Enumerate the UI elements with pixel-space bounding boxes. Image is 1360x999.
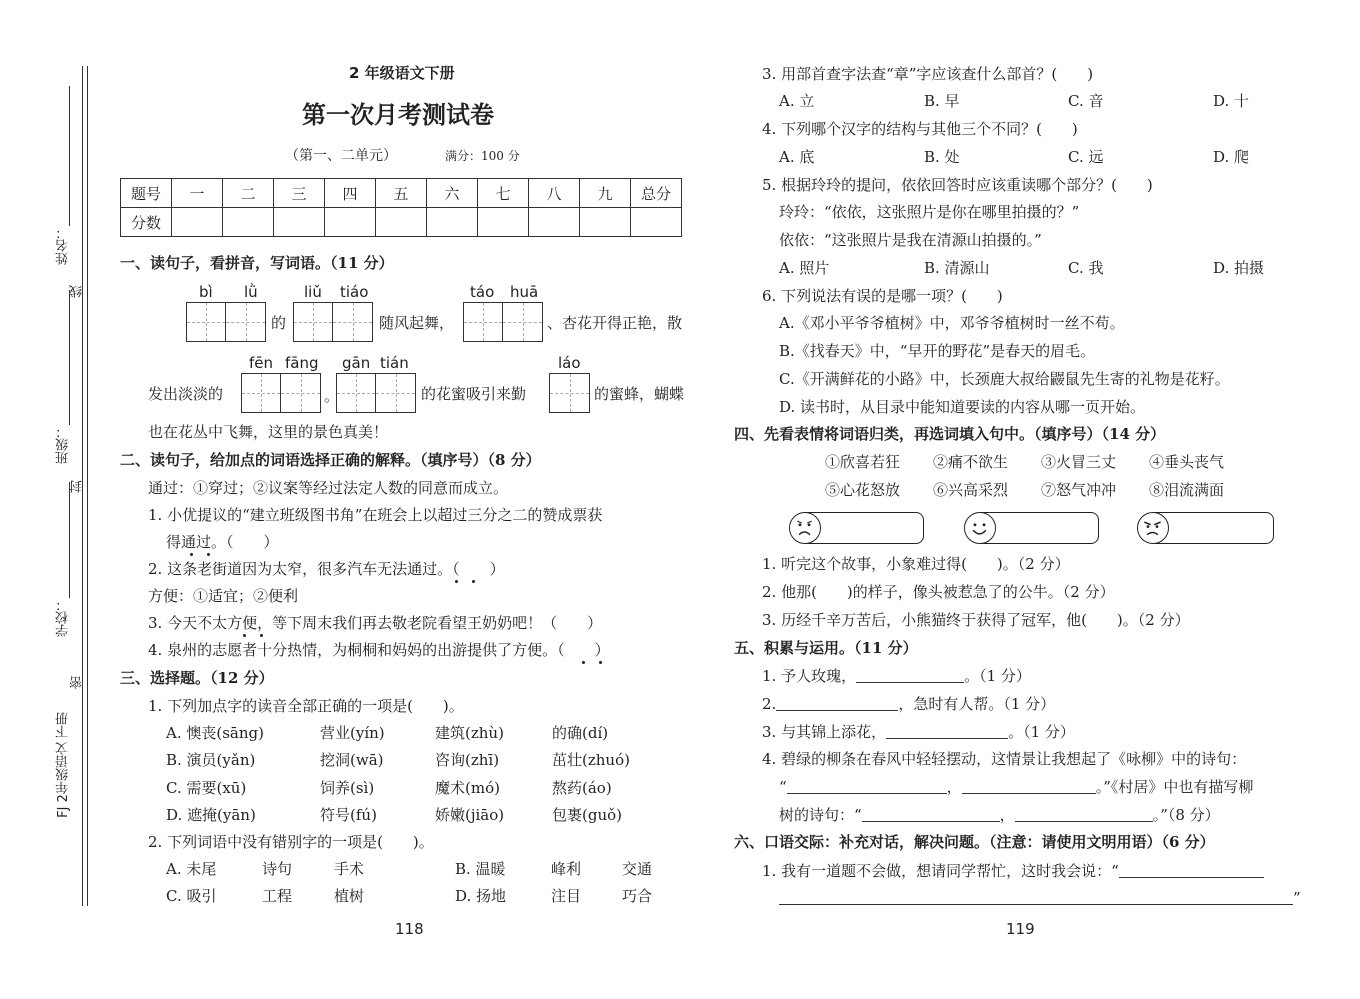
question-suffix: 。（1 分） xyxy=(964,667,1031,685)
line-char: 线 xyxy=(70,285,85,298)
word-option: ④垂头丧气 xyxy=(1149,453,1225,471)
word-option: ⑧泪流满面 xyxy=(1149,481,1225,499)
word-option: ⑤心花怒放 xyxy=(825,481,901,499)
writing-grid[interactable] xyxy=(549,373,590,413)
school-underline xyxy=(69,482,70,598)
score-table-cell: 六 xyxy=(427,179,478,208)
question-text: 1. 小优提议的“建立班级图书角”在班会上以超过三分之二的赞成票获 xyxy=(148,506,603,524)
question-prefix: 1. 我有一道题不会做，想请同学帮忙，这时我会说：“ xyxy=(762,862,1119,880)
section-3-heading: 三、选择题。（12 分） xyxy=(120,669,274,687)
option[interactable]: 工程 xyxy=(262,887,293,905)
sentence-text: 的 xyxy=(271,314,287,332)
option[interactable]: B.《找春天》中，“早开的野花”是春天的眉毛。 xyxy=(779,342,1096,360)
score-input-cell[interactable] xyxy=(223,208,274,237)
score-table xyxy=(120,178,682,237)
question-suffix: 。”《村居》中也有描写柳 xyxy=(1095,778,1254,796)
word-option: ⑥兴高采烈 xyxy=(933,481,1009,499)
section-1-heading: 一、读句子，看拼音，写词语。（11 分） xyxy=(120,254,394,272)
emphasis-dot xyxy=(472,580,475,583)
pinyin: fēn xyxy=(249,354,274,372)
answer-blank[interactable] xyxy=(862,807,1000,822)
writing-grid[interactable] xyxy=(463,302,543,342)
emphasis-dot xyxy=(582,661,585,664)
class-underline xyxy=(69,290,70,425)
emphasis-dot xyxy=(207,553,210,556)
name-underline xyxy=(69,86,70,226)
angry-face-icon xyxy=(1137,512,1169,544)
option[interactable]: 咨询(zhī) xyxy=(435,751,500,769)
quote-close: ” xyxy=(1293,889,1301,907)
option[interactable]: 包裹(guǒ) xyxy=(552,806,622,824)
writing-grid[interactable] xyxy=(336,373,416,413)
option[interactable]: D. 遮掩(yān) xyxy=(166,806,256,824)
question-text xyxy=(762,863,1264,879)
option[interactable]: D. 读书时，从目录中能知道要读的内容从哪一页开始。 xyxy=(779,398,1146,416)
question-text: 3. 今天不太方便，等下周末我们再去敬老院看望王奶奶吧！（ ） xyxy=(148,614,603,632)
grade-label: 2 年级语文下册 xyxy=(349,64,455,82)
pinyin: tiáo xyxy=(340,283,369,301)
question-text: 1. 下列加点字的读音全部正确的一项是( )。 xyxy=(148,697,464,715)
page-number-left: 118 xyxy=(395,920,424,938)
option[interactable]: B. 温暖 xyxy=(455,860,506,878)
sad-face-icon xyxy=(789,512,821,544)
unit-range: （第一、二单元） xyxy=(285,148,397,164)
sentence-text: 的花蜜吸引来勤 xyxy=(421,385,527,403)
score-table-cell: 四 xyxy=(325,179,376,208)
answer-blank[interactable] xyxy=(787,779,947,794)
name-label: 姓名： xyxy=(56,226,71,265)
emphasis-dot xyxy=(190,553,193,556)
option[interactable]: A. 未尾 xyxy=(166,860,217,878)
option[interactable]: C. 需要(xū) xyxy=(166,779,247,797)
pinyin: fāng xyxy=(285,354,319,372)
pinyin: táo xyxy=(470,283,495,301)
pinyin: gān xyxy=(342,354,371,372)
definition-text: 通过：①穿过；②议案等经过法定人数的同意而成立。 xyxy=(148,479,509,497)
score-table-score-row xyxy=(121,208,682,237)
score-input-cell[interactable] xyxy=(478,208,529,237)
option[interactable]: A. 立 xyxy=(779,92,815,110)
seal-char: 封 xyxy=(70,480,85,493)
page-number-right: 119 xyxy=(1006,920,1035,938)
score-table-cell: 分数 xyxy=(121,208,172,237)
pinyin: huā xyxy=(510,283,539,301)
question-text: 5. 根据玲玲的提问，依依回答时应该重读哪个部分？( ) xyxy=(762,176,1153,194)
option[interactable]: C.《开满鲜花的小路》中，长颈鹿大叔给鼹鼠先生寄的礼物是花籽。 xyxy=(779,370,1230,388)
option[interactable]: 峰利 xyxy=(551,860,582,878)
option[interactable]: 巧合 xyxy=(622,887,653,905)
option[interactable]: 茁壮(zhuó) xyxy=(552,751,630,769)
score-table-cell: 三 xyxy=(274,179,325,208)
pinyin: láo xyxy=(558,354,581,372)
score-table-cell: 八 xyxy=(529,179,580,208)
score-table-cell: 七 xyxy=(478,179,529,208)
option[interactable]: 建筑(zhù) xyxy=(435,724,504,742)
answer-blank[interactable] xyxy=(776,696,898,711)
word-option: ⑦怒气冲冲 xyxy=(1041,481,1117,499)
question-text: 4. 泉州的志愿者十分热情，为桐桐和妈妈的出游提供了方便。（ ） xyxy=(148,641,610,659)
pinyin: tián xyxy=(380,354,409,372)
full-score: 满分：100 分 xyxy=(445,149,520,163)
option[interactable]: C. 吸引 xyxy=(166,887,217,905)
score-input-cell[interactable] xyxy=(631,208,682,237)
school-label: 学校： xyxy=(56,598,71,637)
question-text xyxy=(762,696,1055,712)
question-text: 3. 用部首查字法查“章”字应该查什么部首？( ) xyxy=(762,65,1094,83)
score-table-header-row xyxy=(121,179,682,208)
option[interactable]: C. 我 xyxy=(1068,259,1104,277)
option[interactable]: 饲养(sì) xyxy=(320,779,375,797)
pinyin: bì xyxy=(199,283,213,301)
option[interactable]: D. 扬地 xyxy=(455,887,507,905)
answer-blank[interactable] xyxy=(1119,863,1264,878)
score-table-cell: 五 xyxy=(376,179,427,208)
option[interactable]: 手术 xyxy=(334,860,365,878)
score-table-cell: 二 xyxy=(223,179,274,208)
writing-grid[interactable] xyxy=(186,302,266,342)
option[interactable]: A. 底 xyxy=(779,148,815,166)
question-suffix: ，急时有人帮。（1 分） xyxy=(898,695,1056,713)
option[interactable]: 挖洞(wā) xyxy=(320,751,384,769)
option[interactable]: 营业(yín) xyxy=(320,724,385,742)
score-input-cell[interactable] xyxy=(580,208,631,237)
spine-text: FJ 2年级语文 下册 xyxy=(56,712,71,818)
option[interactable]: 诗句 xyxy=(262,860,293,878)
answer-blank[interactable] xyxy=(779,890,1293,905)
section-5-heading: 五、积累与运用。（11 分） xyxy=(734,639,918,657)
comma: ， xyxy=(946,778,962,796)
score-input-cell[interactable] xyxy=(325,208,376,237)
question-text: 3. 历经千辛万苦后，小熊猫终于获得了冠军，他( )。（2 分） xyxy=(762,611,1190,629)
option[interactable]: B. 早 xyxy=(924,92,960,110)
word-option: ①欣喜若狂 xyxy=(825,453,901,471)
sentence-text: 随风起舞， xyxy=(379,314,455,332)
dialogue-line: 玲玲：“依依，这张照片是你在哪里拍摄的？” xyxy=(779,203,1080,221)
score-table-cell: 九 xyxy=(580,179,631,208)
sentence-text: 也在花丛中飞舞，这里的景色真美！ xyxy=(148,423,389,441)
question-prefix: 1. 予人玫瑰， xyxy=(762,667,857,685)
option[interactable]: D. 拍摄 xyxy=(1213,259,1265,277)
writing-grid[interactable] xyxy=(293,302,373,342)
option[interactable]: D. 爬 xyxy=(1213,148,1250,166)
question-prefix: 3. 与其锦上添花， xyxy=(762,723,887,741)
option[interactable]: B. 演员(yǎn) xyxy=(166,751,256,769)
word-option: ③火冒三丈 xyxy=(1041,453,1117,471)
option[interactable]: 植树 xyxy=(334,887,365,905)
comma: ， xyxy=(999,806,1015,824)
emphasis-dot xyxy=(455,580,458,583)
answer-blank[interactable] xyxy=(962,779,1096,794)
option[interactable]: B. 清源山 xyxy=(924,259,990,277)
page-title: 第一次月考测试卷 xyxy=(302,100,494,129)
option[interactable]: 熬药(áo) xyxy=(552,779,612,797)
option[interactable]: 的确(dí) xyxy=(552,724,609,742)
question-text: 4. 碧绿的柳条在春风中轻轻摆动，这情景让我想起了《咏柳》中的诗句： xyxy=(762,750,1247,768)
option[interactable]: B. 处 xyxy=(924,148,960,166)
question-suffix: 。”（8 分） xyxy=(1152,806,1220,824)
question-prefix: 2. xyxy=(762,695,777,713)
option[interactable]: A. 照片 xyxy=(779,259,830,277)
pinyin: liǔ xyxy=(304,283,322,301)
dialogue-line: 依依：“这张照片是我在清源山拍摄的。” xyxy=(779,231,1042,249)
question-suffix: 。（1 分） xyxy=(1008,723,1075,741)
score-input-cell[interactable] xyxy=(427,208,478,237)
question-text xyxy=(779,807,1220,823)
option[interactable]: A. 懊丧(sāng) xyxy=(166,724,264,742)
question-text xyxy=(762,724,1075,740)
score-input-cell[interactable] xyxy=(172,208,223,237)
word-option: ②痛不欲生 xyxy=(933,453,1009,471)
section-4-heading: 四、先看表情将词语归类，再选词填入句中。（填序号）（14 分） xyxy=(734,425,1166,443)
answer-blank[interactable] xyxy=(1015,807,1153,822)
question-prefix: 树的诗句：“ xyxy=(779,806,862,824)
option[interactable]: 注目 xyxy=(551,887,582,905)
question-text: 2. 下列词语中没有错别字的一项是( )。 xyxy=(148,833,434,851)
emphasis-dot xyxy=(260,634,263,637)
sentence-text: 发出淡淡的 xyxy=(148,385,224,403)
question-text xyxy=(779,779,1253,795)
option[interactable]: D. 十 xyxy=(1213,92,1250,110)
section-2-heading: 二、读句子，给加点的词语选择正确的解释。（填序号）（8 分） xyxy=(120,451,541,469)
question-text: 6. 下列说法有误的是哪一项？( ) xyxy=(762,287,1003,305)
emphasis-dot xyxy=(599,661,602,664)
score-input-cell[interactable] xyxy=(274,208,325,237)
writing-grid[interactable] xyxy=(241,373,321,413)
answer-blank[interactable] xyxy=(886,724,1008,739)
section-6-heading: 六、口语交际：补充对话，解决问题。（注意：请使用文明用语）（6 分） xyxy=(734,833,1215,851)
class-label: 班级： xyxy=(56,425,71,464)
answer-line xyxy=(779,890,1301,906)
option[interactable]: C. 远 xyxy=(1068,148,1104,166)
question-text: 1. 听完这个故事，小象难过得( )。（2 分） xyxy=(762,555,1070,573)
quote-open: “ xyxy=(779,778,787,796)
score-input-cell[interactable] xyxy=(529,208,580,237)
score-table-cell: 总分 xyxy=(631,179,682,208)
pinyin: lǜ xyxy=(244,283,258,301)
definition-text: 方便：①适宜；②便利 xyxy=(148,587,299,605)
score-table-cell: 题号 xyxy=(121,179,172,208)
sentence-text: 。 xyxy=(324,387,340,405)
dense-char: 密 xyxy=(70,676,85,689)
option[interactable]: 交通 xyxy=(622,860,653,878)
answer-blank[interactable] xyxy=(856,668,964,683)
question-text: 2. 他那( )的样子，像头被惹急了的公牛。（2 分） xyxy=(762,583,1115,601)
score-input-cell[interactable] xyxy=(376,208,427,237)
sentence-text: 的蜜蜂，蝴蝶 xyxy=(594,385,685,403)
question-text: 2. 这条老街道因为太窄，很多汽车无法通过。（ ） xyxy=(148,560,505,578)
question-text: 得通过。（ ） xyxy=(166,533,279,551)
happy-face-icon xyxy=(964,512,996,544)
sentence-text: 、杏花开得正艳，散 xyxy=(547,314,683,332)
option[interactable]: 魔术(mó) xyxy=(435,779,500,797)
binding-line-inner xyxy=(87,66,88,906)
option[interactable]: A.《邓小平爷爷植树》中，邓爷爷植树时一丝不苟。 xyxy=(779,314,1125,332)
option[interactable]: C. 音 xyxy=(1068,92,1104,110)
question-text: 4. 下列哪个汉字的结构与其他三个不同？( ) xyxy=(762,120,1078,138)
option[interactable]: 娇嫩(jiāo) xyxy=(435,806,505,824)
score-table-cell: 一 xyxy=(172,179,223,208)
question-text xyxy=(762,668,1031,684)
option[interactable]: 符号(fú) xyxy=(320,806,377,824)
emphasis-dot xyxy=(243,634,246,637)
